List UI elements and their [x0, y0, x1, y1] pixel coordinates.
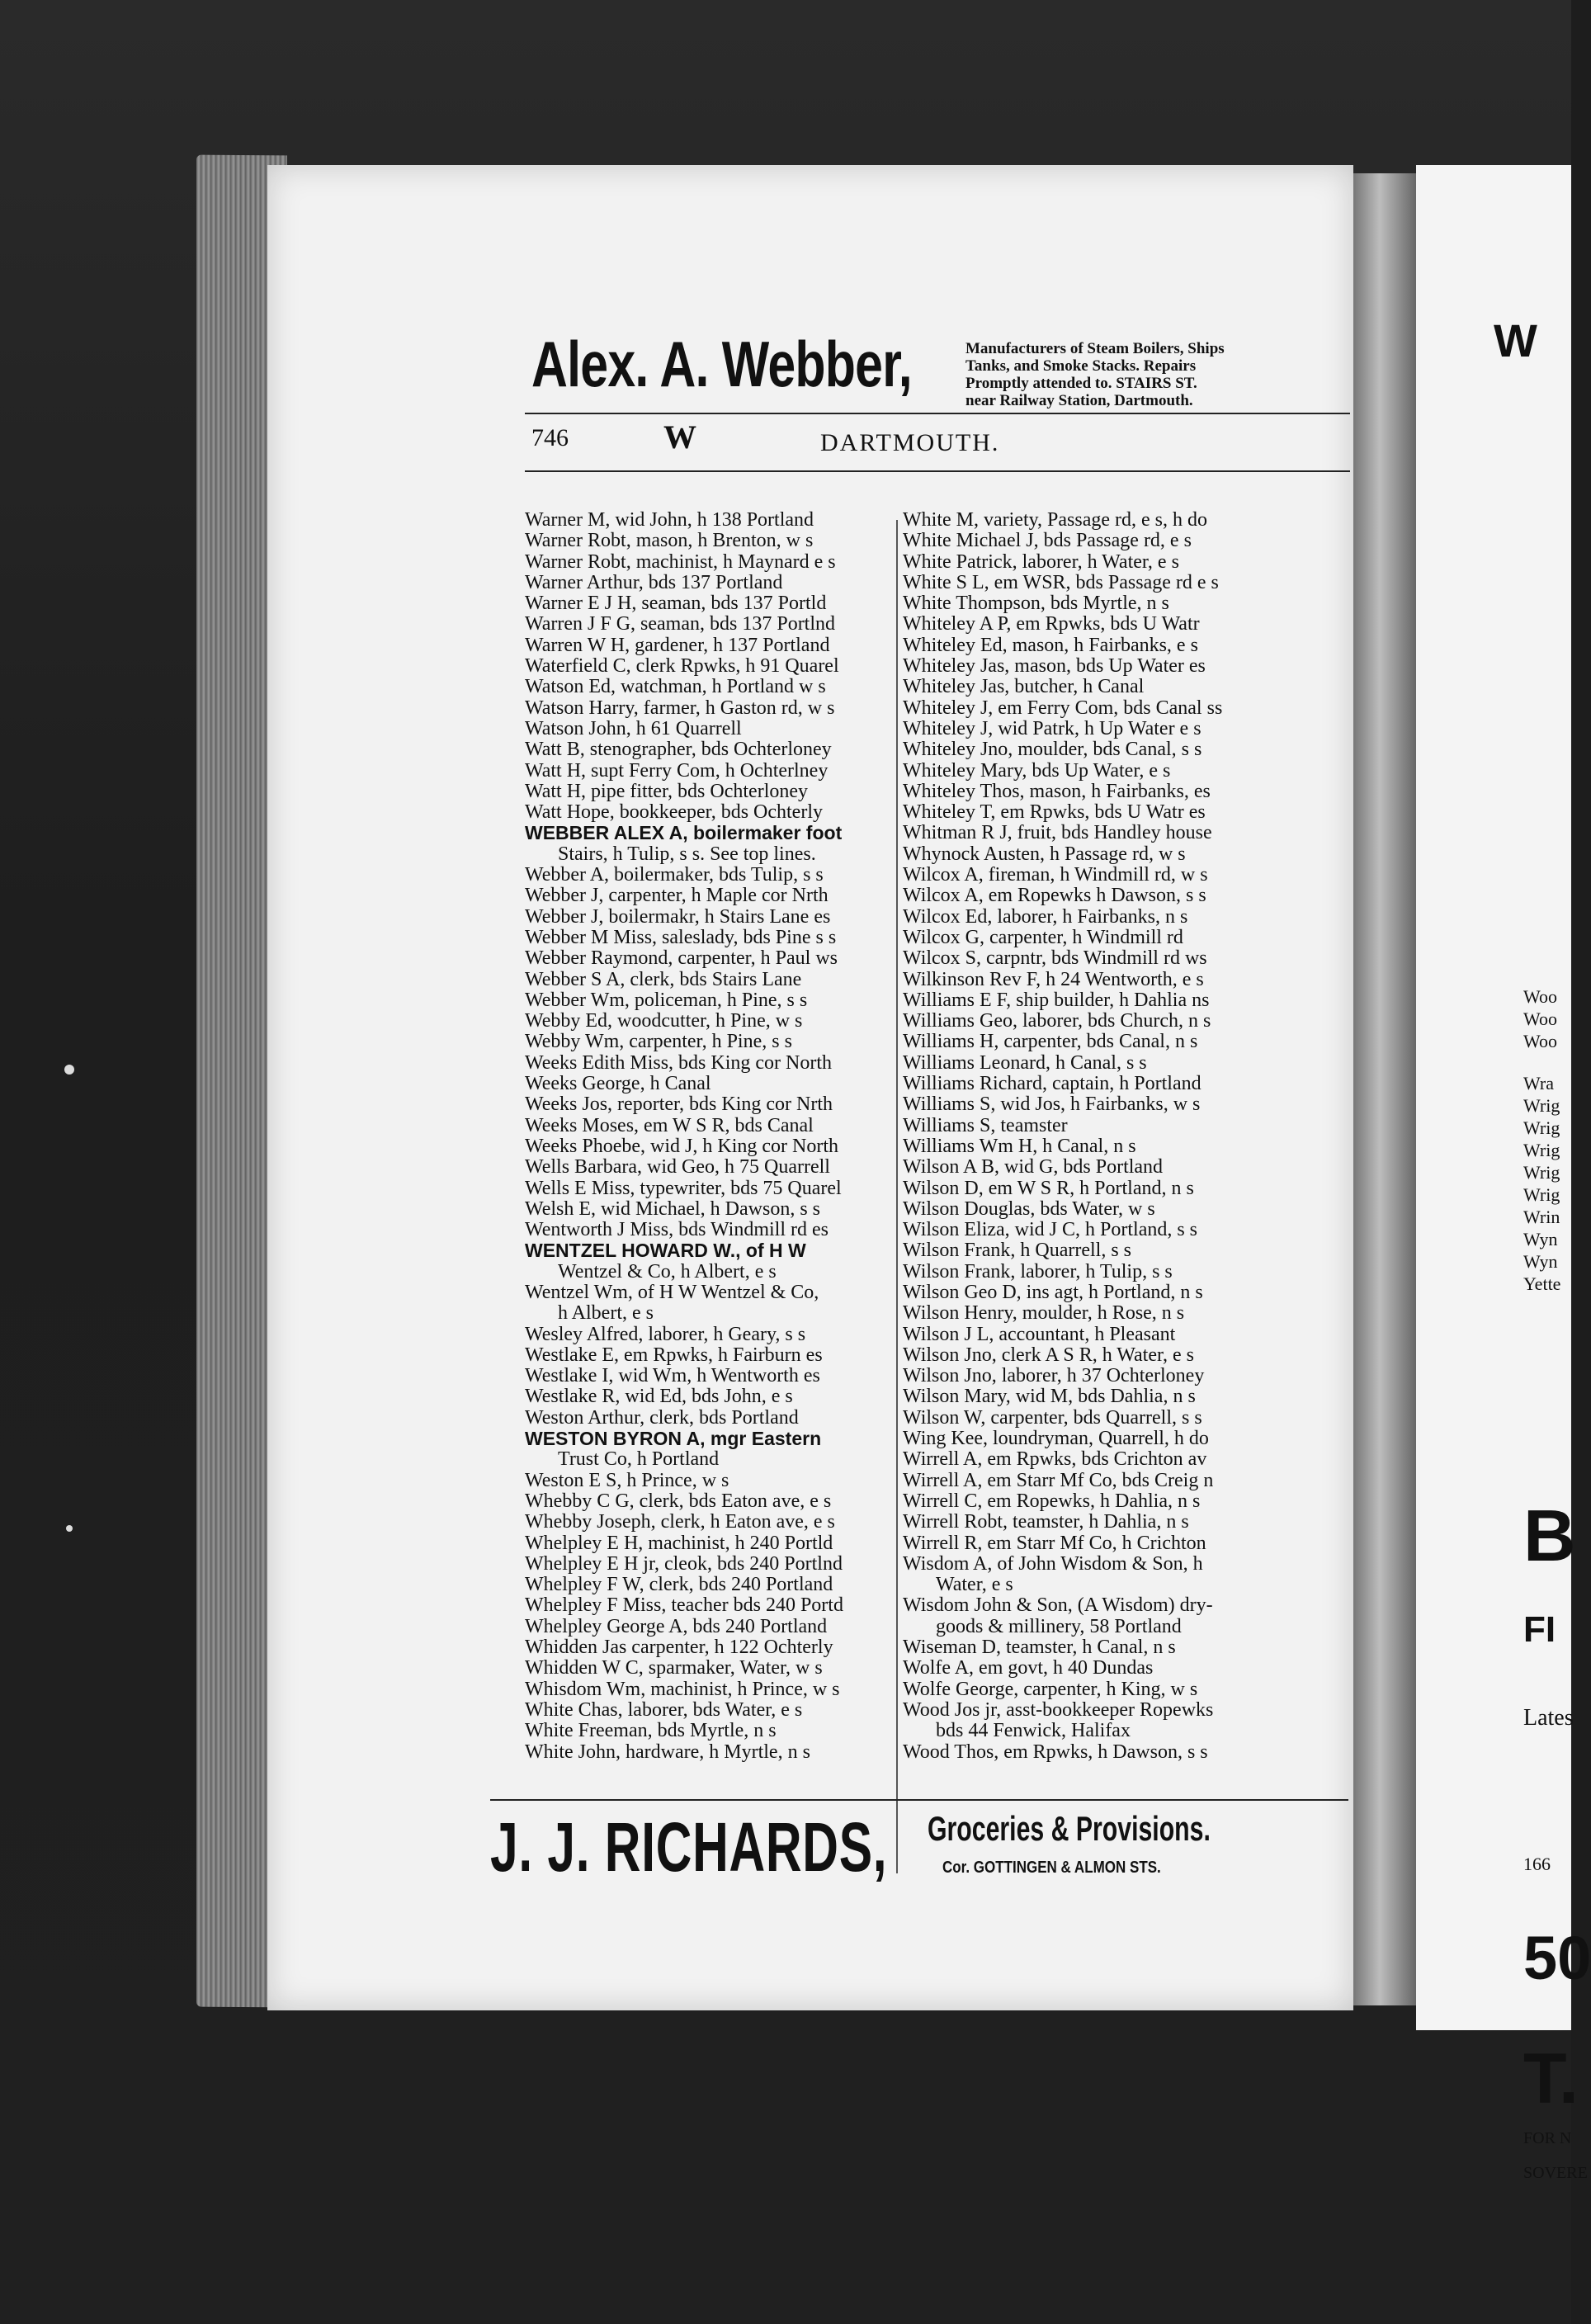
- section-letter: W: [663, 418, 696, 456]
- directory-entry: Wood Thos, em Rpwks, h Dawson, s s: [903, 1741, 1208, 1763]
- adjacent-page-fragment: Wrig: [1523, 1184, 1560, 1205]
- directory-entry: Whebby C G, clerk, bds Eaton ave, e s: [525, 1490, 832, 1512]
- directory-entry: Williams H, carpenter, bds Canal, n s: [903, 1031, 1198, 1053]
- header-ad-description: [965, 340, 1320, 409]
- directory-entry: Wentzel Wm, of H W Wentzel & Co,: [525, 1281, 819, 1303]
- page-number: 746: [531, 424, 569, 451]
- directory-entry: Westlake E, em Rpwks, h Fairburn es: [525, 1344, 823, 1366]
- directory-entry: Welsh E, wid Michael, h Dawson, s s: [525, 1197, 821, 1220]
- directory-entry: Whiteley T, em Rpwks, bds U Watr es: [903, 801, 1206, 824]
- directory-entry: Webber Wm, policeman, h Pine, s s: [525, 989, 808, 1011]
- directory-entry: Wesley Alfred, laborer, h Geary, s s: [525, 1323, 806, 1345]
- adjacent-page-fragment: T.: [1523, 2039, 1579, 2119]
- directory-entry: Warner Arthur, bds 137 Portland: [525, 571, 783, 593]
- directory-entry: Williams Wm H, h Canal, n s: [903, 1135, 1136, 1157]
- directory-entry: Wiseman D, teamster, h Canal, n s: [903, 1637, 1176, 1659]
- directory-entry: Whynock Austen, h Passage rd, w s: [903, 843, 1186, 865]
- directory-entry: Wilson D, em W S R, h Portland, n s: [903, 1177, 1194, 1199]
- directory-entry: Whitman R J, fruit, bds Handley house: [903, 822, 1212, 844]
- directory-entry: Wilson A B, wid G, bds Portland: [903, 1156, 1164, 1179]
- directory-entry: Trust Co, h Portland: [558, 1448, 720, 1471]
- directory-entry: Watt B, stenographer, bds Ochterloney: [525, 739, 832, 761]
- directory-entry: Warner Robt, mason, h Brenton, w s: [525, 530, 814, 552]
- directory-entry: Warner M, wid John, h 138 Portland: [525, 509, 814, 531]
- directory-entry: Webber M Miss, saleslady, bds Pine s s: [525, 926, 837, 948]
- adjacent-page-fragment: FI: [1523, 1609, 1556, 1650]
- directory-entry: h Albert, e s: [558, 1302, 654, 1325]
- directory-entry: Wilkinson Rev F, h 24 Wentworth, e s: [903, 968, 1204, 990]
- ad-line: Manufacturers of Steam Boilers, Ships: [965, 340, 1225, 357]
- directory-entry: White S L, em WSR, bds Passage rd e s: [903, 571, 1219, 593]
- adjacent-page-fragment: 166: [1523, 1854, 1551, 1874]
- directory-entry: Whiteley Jno, moulder, bds Canal, s s: [903, 739, 1202, 761]
- right-column: [903, 510, 1222, 1763]
- directory-entry: Webber J, boilermakr, h Stairs Lane es: [525, 905, 831, 928]
- directory-entry: Westlake I, wid Wm, h Wentworth es: [525, 1365, 820, 1387]
- adjacent-page-fragment: Wrin: [1523, 1207, 1560, 1227]
- directory-entry: Whiteley J, wid Patrk, h Up Water e s: [903, 717, 1202, 739]
- directory-entry: Wilson Jno, laborer, h 37 Ochterloney: [903, 1365, 1205, 1387]
- directory-entry: Warner Robt, machinist, h Maynard e s: [525, 550, 836, 573]
- directory-entry: goods & millinery, 58 Portland: [936, 1615, 1182, 1637]
- directory-entry: Whelpley F W, clerk, bds 240 Portland: [525, 1574, 833, 1596]
- directory-entry: Weeks Edith Miss, bds King cor North: [525, 1051, 833, 1074]
- directory-entry: Wentzel & Co, h Albert, e s: [558, 1260, 777, 1282]
- directory-entry: Webber J, carpenter, h Maple cor Nrth: [525, 885, 829, 907]
- adjacent-page: [1416, 165, 1591, 2182]
- directory-entry: Whisdom Wm, machinist, h Prince, w s: [525, 1678, 840, 1700]
- directory-entry: Webby Ed, woodcutter, h Pine, w s: [525, 1010, 803, 1032]
- adjacent-page-fragment: Wrig: [1523, 1162, 1560, 1183]
- directory-entry: Weeks Phoebe, wid J, h King cor North: [525, 1135, 839, 1157]
- adjacent-page-fragment: Wra: [1523, 1073, 1554, 1094]
- footer-rule: [490, 1799, 1348, 1801]
- header-rule: [525, 470, 1350, 472]
- directory-entry: Whiteley Ed, mason, h Fairbanks, e s: [903, 634, 1198, 656]
- directory-entry: White Thompson, bds Myrtle, n s: [903, 593, 1169, 615]
- directory-entry: Wilson Frank, laborer, h Tulip, s s: [903, 1260, 1173, 1282]
- adjacent-page-fragment: FOR N: [1523, 2129, 1572, 2147]
- directory-entry: Webber S A, clerk, bds Stairs Lane: [525, 968, 802, 990]
- directory-entry: Wilcox Ed, laborer, h Fairbanks, n s: [903, 905, 1188, 928]
- directory-entry: Wilcox A, fireman, h Windmill rd, w s: [903, 864, 1208, 886]
- directory-entry: Whiteley Mary, bds Up Water, e s: [903, 759, 1171, 782]
- directory-entry: Wilson Jno, clerk A S R, h Water, e s: [903, 1344, 1195, 1366]
- adjacent-page-fragment: Woo: [1523, 1008, 1558, 1029]
- directory-entry: Williams S, wid Jos, h Fairbanks, w s: [903, 1094, 1201, 1116]
- directory-entry: Wirrell R, em Starr Mf Co, h Crichton: [903, 1532, 1206, 1554]
- left-column: [525, 510, 843, 1763]
- adjacent-page-fragment: Wrig: [1523, 1140, 1560, 1160]
- directory-entry: Whiteley Thos, mason, h Fairbanks, es: [903, 780, 1211, 802]
- city-heading: DARTMOUTH.: [820, 429, 1000, 456]
- directory-entry: Warren W H, gardener, h 137 Portland: [525, 634, 830, 656]
- adjacent-page-fragment: Wyn: [1523, 1229, 1558, 1249]
- directory-entry: Wilson Henry, moulder, h Rose, n s: [903, 1302, 1185, 1325]
- directory-entry: Whelpley E H jr, cleok, bds 240 Portlnd: [525, 1552, 843, 1575]
- directory-entry: Wolfe George, carpenter, h King, w s: [903, 1678, 1198, 1700]
- directory-entry: White M, variety, Passage rd, e s, h do: [903, 509, 1208, 531]
- directory-entry: Wisdom A, of John Wisdom & Son, h: [903, 1552, 1203, 1575]
- directory-entry: Williams E F, ship builder, h Dahlia ns: [903, 989, 1210, 1011]
- directory-entry: Weston E S, h Prince, w s: [525, 1469, 729, 1491]
- directory-entry: Waterfield C, clerk Rpwks, h 91 Quarel: [525, 655, 839, 678]
- directory-entry: Wilson W, carpenter, bds Quarrell, s s: [903, 1406, 1202, 1429]
- adjacent-page-fragment: Wrig: [1523, 1117, 1560, 1138]
- directory-entry: Wilson Douglas, bds Water, w s: [903, 1197, 1155, 1220]
- directory-entry: Wilcox G, carpenter, h Windmill rd: [903, 926, 1183, 948]
- directory-entry: Watt H, pipe fitter, bds Ochterloney: [525, 780, 809, 802]
- adjacent-header-fragment: W: [1494, 314, 1537, 366]
- adjacent-page-fragment: B: [1523, 1495, 1576, 1576]
- directory-entry: Watt H, supt Ferry Com, h Ochterlney: [525, 759, 829, 782]
- directory-entry: Whelpley F Miss, teacher bds 240 Portd: [525, 1594, 843, 1617]
- directory-entry: Williams S, teamster: [903, 1114, 1068, 1136]
- directory-entry: Whelpley E H, machinist, h 240 Portld: [525, 1532, 833, 1554]
- ad-line: near Railway Station, Dartmouth.: [965, 392, 1193, 409]
- directory-entry: Whiteley J, em Ferry Com, bds Canal ss: [903, 697, 1223, 719]
- directory-entry: WEBBER ALEX A, boilermaker foot: [525, 822, 843, 844]
- directory-entry: Wirrell A, em Rpwks, bds Crichton av: [903, 1448, 1207, 1471]
- ad-line: Tanks, and Smoke Stacks. Repairs: [965, 357, 1197, 375]
- directory-entry: Wilcox A, em Ropewks h Dawson, s s: [903, 885, 1206, 907]
- directory-entry: White Freeman, bds Myrtle, n s: [525, 1720, 777, 1742]
- header-advertiser: Alex. A. Webber,: [531, 328, 912, 400]
- adjacent-page-fragment: Wyn: [1523, 1251, 1558, 1272]
- directory-entry: Weeks Jos, reporter, bds King cor Nrth: [525, 1094, 833, 1116]
- directory-entry: Warren J F G, seaman, bds 137 Portlnd: [525, 613, 836, 635]
- directory-entry: Wing Kee, loundryman, Quarrell, h do: [903, 1428, 1209, 1450]
- directory-entry: Wilson Eliza, wid J C, h Portland, s s: [903, 1219, 1198, 1241]
- directory-entry: Williams Richard, captain, h Portland: [903, 1073, 1202, 1095]
- adjacent-page-fragment: SOVERE: [1523, 2164, 1588, 2182]
- directory-entry: Watson John, h 61 Quarrell: [525, 717, 742, 739]
- directory-entry: Wood Jos jr, asst-bookkeeper Ropewks: [903, 1698, 1214, 1721]
- adjacent-page-fragment: 50: [1523, 1924, 1591, 1992]
- directory-entry: Wolfe A, em govt, h 40 Dundas: [903, 1657, 1154, 1679]
- directory-entry: Weeks George, h Canal: [525, 1073, 711, 1095]
- directory-entry: White John, hardware, h Myrtle, n s: [525, 1741, 810, 1763]
- directory-entry: Water, e s: [936, 1574, 1013, 1596]
- adjacent-page-fragment: Woo: [1523, 1031, 1558, 1051]
- directory-entry: Watt Hope, bookkeeper, bds Ochterly: [525, 801, 823, 824]
- book-gutter: [1353, 173, 1419, 2005]
- directory-entry: Stairs, h Tulip, s s. See top lines.: [558, 843, 816, 865]
- footer-address: Cor. GOTTINGEN & ALMON STS.: [942, 1859, 1161, 1877]
- footer-tagline: Groceries & Provisions.: [928, 1809, 1211, 1848]
- directory-entry: Wisdom John & Son, (A Wisdom) dry-: [903, 1594, 1213, 1617]
- directory-entry: bds 44 Fenwick, Halifax: [936, 1720, 1131, 1742]
- directory-entry: Whebby Joseph, clerk, h Eaton ave, e s: [525, 1511, 835, 1533]
- footer-advertiser: J. J. RICHARDS,: [490, 1808, 888, 1886]
- directory-entry: Wilcox S, carpntr, bds Windmill rd ws: [903, 947, 1207, 970]
- directory-entry: Wilson Frank, h Quarrell, s s: [903, 1240, 1131, 1262]
- adjacent-page-fragment: Yette: [1523, 1273, 1561, 1294]
- adjacent-page-fragment: Woo: [1523, 986, 1558, 1007]
- directory-entry: Wilson J L, accountant, h Pleasant: [903, 1323, 1176, 1345]
- directory-entry: Whidden Jas carpenter, h 122 Ochterly: [525, 1637, 833, 1659]
- directory-entry: Wells Barbara, wid Geo, h 75 Quarrell: [525, 1156, 830, 1179]
- directory-entry: White Michael J, bds Passage rd, e s: [903, 530, 1192, 552]
- directory-entry: Wilson Mary, wid M, bds Dahlia, n s: [903, 1386, 1196, 1408]
- top-rule: [525, 413, 1350, 414]
- directory-entry: Whiteley Jas, mason, bds Up Water es: [903, 655, 1206, 678]
- dust-speck: [66, 1525, 73, 1532]
- directory-entry: Warner E J H, seaman, bds 137 Portld: [525, 593, 827, 615]
- directory-entry: Whiteley A P, em Rpwks, bds U Watr: [903, 613, 1200, 635]
- directory-entry: Wirrell A, em Starr Mf Co, bds Creig n: [903, 1469, 1214, 1491]
- dust-speck: [64, 1065, 74, 1075]
- directory-entry: Wentworth J Miss, bds Windmill rd es: [525, 1219, 829, 1241]
- directory-entry: Webby Wm, carpenter, h Pine, s s: [525, 1031, 792, 1053]
- directory-entry: Wirrell C, em Ropewks, h Dahlia, n s: [903, 1490, 1201, 1512]
- ad-line: Promptly attended to. STAIRS ST.: [965, 375, 1197, 392]
- directory-entry: Whidden W C, sparmaker, Water, w s: [525, 1657, 823, 1679]
- directory-entry: Wells E Miss, typewriter, bds 75 Quarel: [525, 1177, 842, 1199]
- adjacent-page-fragment: Lates: [1523, 1705, 1574, 1731]
- directory-entry: WENTZEL HOWARD W., of H W: [525, 1240, 806, 1262]
- directory-entry: Webber Raymond, carpenter, h Paul ws: [525, 947, 838, 970]
- directory-page: [267, 165, 1353, 2010]
- directory-entry: Whiteley Jas, butcher, h Canal: [903, 676, 1145, 698]
- directory-entry: Whelpley George A, bds 240 Portland: [525, 1615, 828, 1637]
- directory-entry: Westlake R, wid Ed, bds John, e s: [525, 1386, 793, 1408]
- directory-entry: Watson Ed, watchman, h Portland w s: [525, 676, 826, 698]
- directory-entry: White Chas, laborer, bds Water, e s: [525, 1698, 803, 1721]
- directory-entry: Webber A, boilermaker, bds Tulip, s s: [525, 864, 824, 886]
- directory-entry: Wilson Geo D, ins agt, h Portland, n s: [903, 1281, 1203, 1303]
- adjacent-page-fragment: Wrig: [1523, 1095, 1560, 1116]
- column-divider: [896, 520, 898, 1873]
- directory-entry: Weeks Moses, em W S R, bds Canal: [525, 1114, 814, 1136]
- directory-entry: WESTON BYRON A, mgr Eastern: [525, 1428, 822, 1450]
- directory-entry: Wirrell Robt, teamster, h Dahlia, n s: [903, 1511, 1189, 1533]
- directory-entry: Williams Leonard, h Canal, s s: [903, 1051, 1147, 1074]
- directory-entry: Weston Arthur, clerk, bds Portland: [525, 1406, 799, 1429]
- directory-entry: Williams Geo, laborer, bds Church, n s: [903, 1010, 1211, 1032]
- directory-entry: Watson Harry, farmer, h Gaston rd, w s: [525, 697, 835, 719]
- directory-entry: White Patrick, laborer, h Water, e s: [903, 550, 1179, 573]
